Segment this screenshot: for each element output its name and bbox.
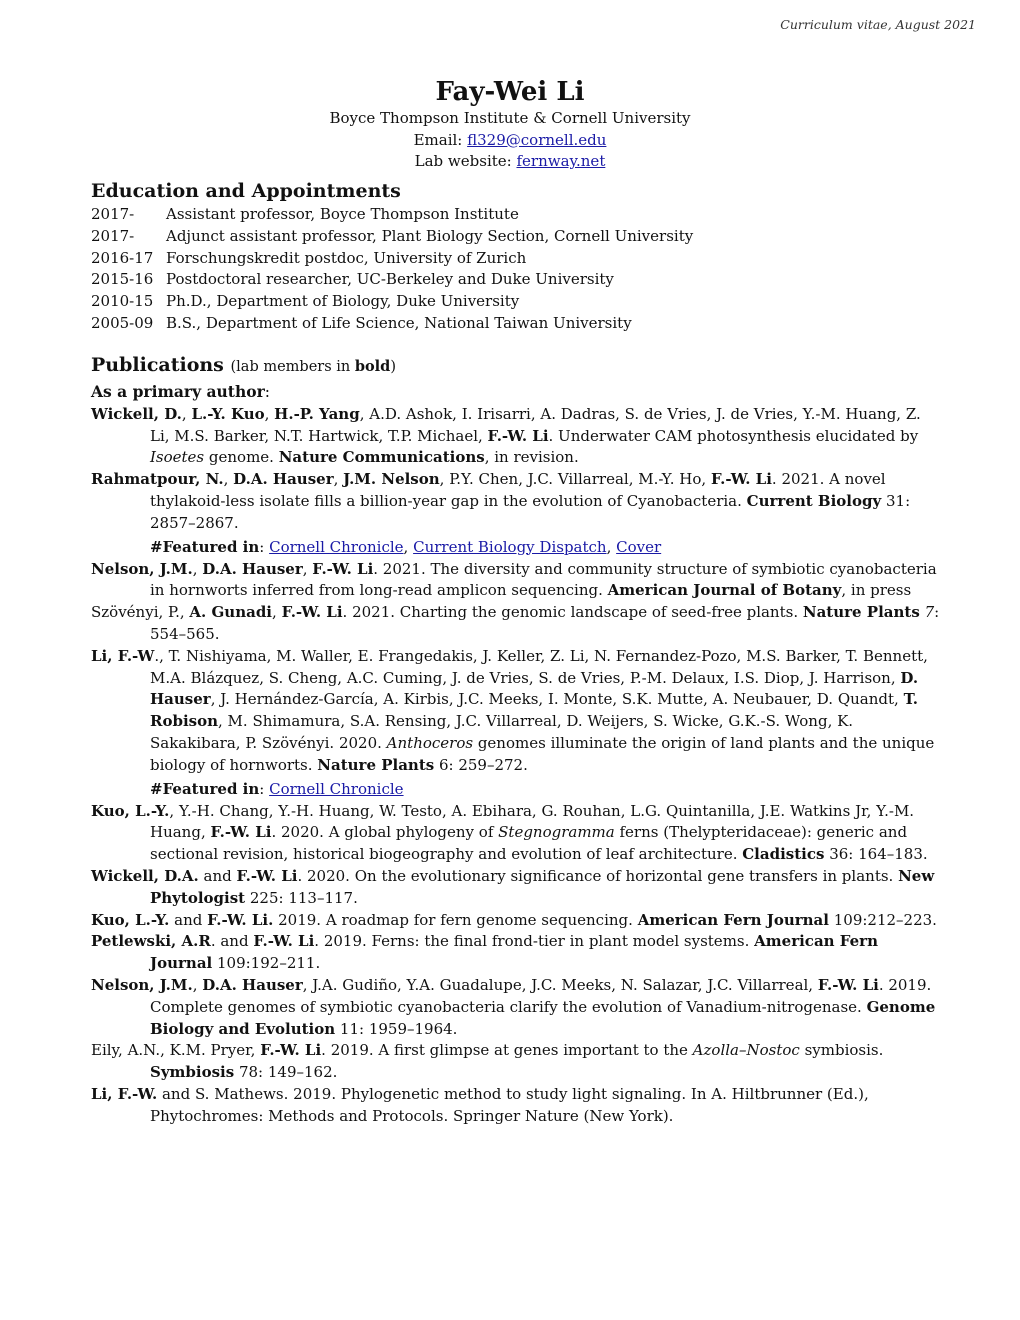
publication-item [91,404,941,469]
bold-text: F.-W. Li [236,866,298,885]
bold-text: F.-W. Li [260,1041,322,1060]
text-segment: 109:212–223. [828,910,937,929]
featured-in [91,778,941,801]
text-segment: ., T. Nishiyama, M. Waller, E. Frangedakis, J. Keller, Z. Li, N. Fernandez-Pozo, M.S. Barker, T. Bennett, M.A. Blázquez, S. Cheng, A.C. Cuming, J. de Vries, S. de Vries, P.-M. Delaux, I.S. Diop, J. Harrison, [150,646,928,687]
education-title: Education and Appointments [91,180,401,202]
person-name: Fay-Wei Li [435,77,585,107]
bold-text: Genome Biology and Evolution [150,997,936,1038]
publication-item [91,931,941,975]
education-desc: Forschungskredit postdoc, University of Zurich [166,248,527,267]
bold-text: Current Biology [746,491,882,510]
text-segment: genome. [204,448,279,467]
bold-text: Wickell, D.A. [91,866,199,885]
education-item [91,248,941,270]
text-segment: 6: 259–272. [434,755,528,774]
bold-text: D.A. Hauser [202,559,303,578]
bold-text: L.-Y. Kuo [191,404,265,423]
note-suffix: ) [390,358,396,375]
text-segment: , J.A. Gudiño, Y.A. Guadalupe, J.C. Meeks, N. Salazar, J.C. Villarreal, [302,975,818,994]
publication-item [91,1040,941,1084]
featured-label: #Featured in [150,779,260,798]
bold-text: F.-W. Li [817,975,879,994]
bold-text: F.-W. Li [312,559,374,578]
email-line [0,130,1020,152]
text-segment: , [192,975,203,994]
education-year: 2017- [91,226,135,245]
text-segment: . 2021. A novel thylakoid-less isolate fills a billion-year gap in the evolution of Cyanobacteria. [150,470,886,510]
bold-text: American Journal of Botany [607,581,842,600]
publications-note [231,359,396,375]
bold-text: F.-W. Li [253,932,315,951]
bold-text: Nature Communications [278,448,485,467]
email-link[interactable]: fl329@cornell.edu [467,130,607,149]
education-year: 2016-17 [91,248,154,267]
text-segment: ferns (Thelypteridaceae): generic and sectional revision, historical biogeography and evolution of leaf architecture. [150,823,908,864]
publication-item [91,866,941,910]
text-segment: . 2021. The diversity and community structure of symbiotic cyanobacteria in hornworts inferred from long-read amplicon sequencing. [150,559,937,600]
education-desc: B.S., Department of Life Science, National Taiwan University [166,313,632,332]
bold-text: Rahmatpour, N. [91,470,224,489]
bold-text: Nature Plants [317,755,435,774]
text-segment: . 2020. A global phylogeny of [271,823,499,842]
bold-text: F.-W. Li. [207,910,274,929]
text-segment: , [333,470,344,489]
education-item [91,291,941,313]
publications-heading: Publications [91,353,224,376]
bold-text: D.A. Hauser [233,470,334,489]
bold-text: American Fern Journal [150,932,878,973]
italic-text: Anthoceros [386,733,474,752]
featured-colon: : [259,537,270,556]
publication-item [91,469,941,534]
text-segment: . 2019. Ferns: the final frond-tier in plant model systems. [314,932,755,951]
education-year: 2015-16 [91,270,154,289]
subhead-bold: As a primary author [91,381,265,401]
text-segment: 2019. A roadmap for fern genome sequencing. [273,910,638,929]
text-segment: , Y.-H. Chang, Y.-H. Huang, W. Testo, A. Ebihara, G. Rouhan, L.G. Quintanilla, J.E. Watkins Jr, Y.-M. Huang, [150,801,915,842]
bold-text: F.-W. Li [710,470,772,489]
publications-title [91,352,941,380]
text-segment: . and [210,932,254,951]
bold-text: Nelson, J.M. [91,975,193,994]
education-item [91,226,941,248]
education-list [91,204,941,335]
text-segment: . Underwater CAM photosynthesis elucidated by [548,426,919,445]
bold-text: Li, F.-W [91,646,155,665]
featured-colon: : [259,779,270,798]
education-year: 2017- [91,205,135,223]
text-segment: , [606,537,617,556]
featured-link[interactable]: Cornell Chronicle [269,537,404,556]
featured-link[interactable]: Cornell Chronicle [269,779,404,798]
publication-item [91,602,941,646]
cv-header [0,76,1020,173]
text-segment: 109:192–211. [212,954,321,973]
education-year: 2010-15 [91,292,154,311]
education-year: 2005-09 [91,313,154,332]
bold-text: Symbiosis [150,1063,235,1082]
bold-text: Petlewski, A.R [91,932,211,951]
bold-text: Nelson, J.M. [91,559,193,578]
text-segment: , P.Y. Chen, J.C. Villarreal, M.-Y. Ho, [439,470,711,489]
bold-text: D.A. Hauser [202,975,303,994]
text-segment: . 2019. A first glimpse at genes important to the [321,1041,693,1060]
text-segment: , in revision. [484,448,579,467]
primary-author-subhead [91,380,941,404]
email-label: Email: [413,130,468,149]
subhead-colon: : [264,382,270,401]
website-label: Lab website: [414,152,517,170]
text-segment: , [403,537,414,556]
bold-text: F.-W. Li [281,603,343,622]
featured-in [91,536,941,559]
bold-text: J.M. Nelson [343,470,440,489]
text-segment: , M. Shimamura, S.A. Rensing, J.C. Villarreal, D. Weijers, S. Wicke, G.K.-S. Wong, K. Sakakibara, P. Szövényi. 2020. [150,712,854,752]
featured-link[interactable]: Cover [616,537,662,556]
text-segment: and S. Mathews. 2019. Phylogenetic method to study light signaling. In A. Hiltbrunner (Ed.), Phytochromes: Methods and Protocols. Springer Nature (New York). [150,1084,869,1125]
text-segment: , [272,603,282,622]
text-segment: , J. Hernández-García, A. Kirbis, J.C. Meeks, I. Monte, S.K. Mutte, A. Neubauer, D. Quandt, [210,690,904,709]
bold-text: Kuo, L.-Y. [91,910,170,929]
education-desc: Ph.D., Department of Biology, Duke University [166,292,520,311]
publication-item [91,975,941,1040]
education-desc: Adjunct assistant professor, Plant Biology Section, Cornell University [166,226,694,245]
italic-text: Azolla–Nostoc [692,1041,800,1060]
text-segment: symbiosis. [799,1041,884,1060]
text-segment: , [264,404,275,423]
bold-text: Cladistics [742,845,825,864]
bold-text: American Fern Journal [637,910,829,929]
text-segment: . 2019. Complete genomes of symbiotic cyanobacteria clarify the evolution of Vanadium-nitrogenase. [150,975,932,1016]
bold-text: Wickell, D. [91,404,182,423]
text-segment: 11: 1959–1964. [335,1019,458,1038]
text-segment: Eily, A.N., K.M. Pryer, [91,1041,261,1060]
text-segment: , [302,559,313,578]
text-segment: . 2020. On the evolutionary significance of horizontal gene transfers in plants. [297,866,899,885]
bold-text: F.-W. Li [487,426,549,445]
italic-text: 7 [924,603,935,622]
publication-item [91,1084,941,1128]
text-segment: , in press [841,581,912,600]
bold-text: Nature Plants [802,603,920,622]
text-segment: , [181,404,192,423]
note-bold: bold [354,357,391,375]
publication-item [91,559,941,603]
education-desc: Assistant professor, Boyce Thompson Institute [166,205,519,223]
featured-label: #Featured in [150,537,260,556]
note-prefix: (lab members in [230,358,355,375]
bold-text: D. Hauser [150,668,919,709]
bold-text: Kuo, L.-Y. [91,801,170,820]
website-link[interactable]: fernway.net [516,152,606,170]
education-item [91,313,941,335]
bold-text: Li, F.-W. [91,1084,158,1103]
text-segment: : 554–565. [150,603,940,643]
text-segment: 78: 149–162. [234,1063,338,1082]
text-segment: , [192,559,203,578]
education-item [91,269,941,291]
education-item [91,204,941,226]
text-segment: and [198,866,237,885]
featured-link[interactable]: Current Biology Dispatch [413,537,607,556]
bold-text: New Phytologist [150,866,935,907]
italic-text: Isoetes [150,448,205,467]
bold-text: T. Robison [150,690,919,731]
publication-list [91,404,941,1128]
affiliation: Boyce Thompson Institute & Cornell University [329,109,691,127]
text-segment: , [223,470,234,489]
text-segment: and [169,910,208,929]
running-head: Curriculum vitae, August 2021 [780,17,976,32]
education-desc: Postdoctoral researcher, UC-Berkeley and Duke University [166,270,614,289]
bold-text: A. Gunadi [189,603,273,622]
text-segment: . 2021. Charting the genomic landscape of seed-free plants. [342,603,803,622]
text-segment: 36: 164–183. [824,845,928,864]
bold-text: H.-P. Yang [274,404,360,423]
website-line [0,151,1020,173]
text-segment: 31: 2857–2867. [150,491,911,532]
cv-content [91,178,941,1127]
italic-text: Stegnogramma [498,823,615,842]
publication-item [91,910,941,932]
bold-text: F.-W. Li [210,823,272,842]
publication-item [91,646,941,777]
text-segment: Szövényi, P., [91,603,190,622]
text-segment: genomes illuminate the origin of land plants and the unique biology of hornworts. [150,733,935,774]
publication-item [91,801,941,866]
text-segment: 225: 113–117. [245,888,358,907]
text-segment: , A.D. Ashok, I. Irisarri, A. Dadras, S. de Vries, J. de Vries, Y.-M. Huang, Z. Li, M.S. Barker, N.T. Hartwick, T.P. Michael, [150,404,921,445]
